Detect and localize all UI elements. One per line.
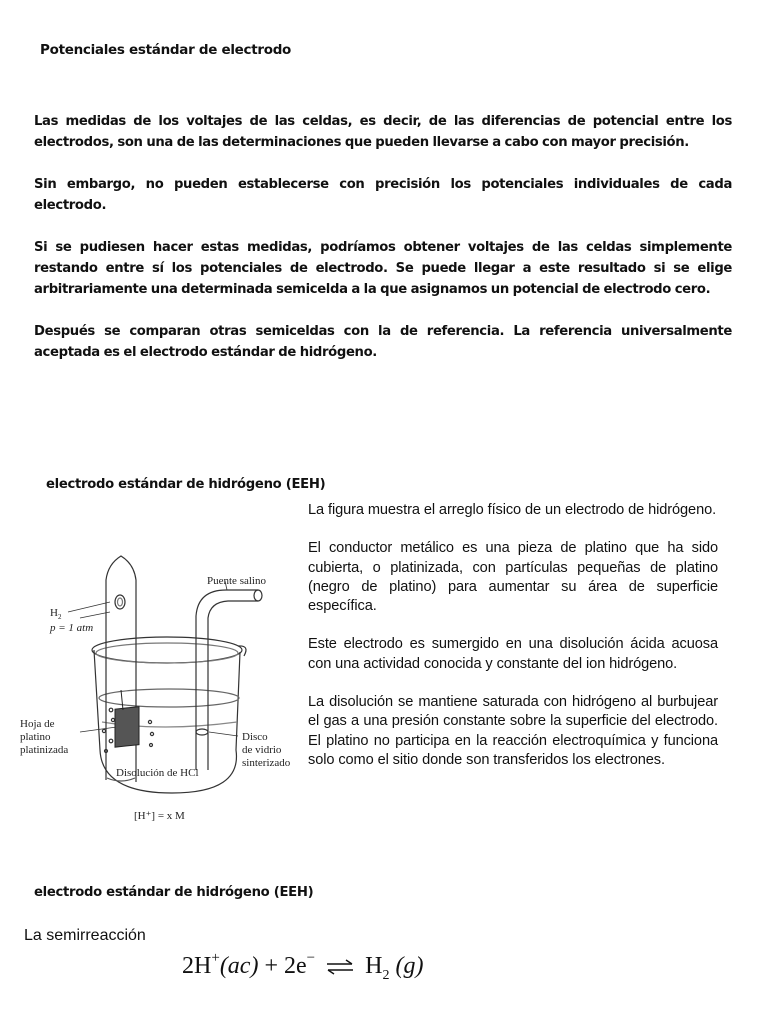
label-sheet-1: Hoja de bbox=[20, 718, 55, 730]
label-salt-bridge: Puente salino bbox=[207, 575, 266, 587]
equation-state-g: (g) bbox=[395, 953, 424, 979]
label-sheet-2: platino bbox=[20, 731, 51, 743]
label-concentration: [H⁺] = x M bbox=[134, 810, 185, 822]
intro-text bbox=[34, 111, 732, 384]
label-disk-3: sinterizado bbox=[242, 757, 291, 769]
label-pressure: p = 1 atm bbox=[50, 622, 94, 634]
label-sheet-3: platinizada bbox=[20, 744, 69, 756]
description-paragraph: La figura muestra el arreglo físico de un electrodo de hidrógeno. bbox=[308, 502, 717, 518]
label-disk-2: de vidrio bbox=[242, 744, 282, 756]
figure-description bbox=[308, 501, 718, 789]
electrode-tube bbox=[106, 556, 136, 782]
equation-h2: H bbox=[365, 953, 383, 979]
hydrogen-electrode-figure bbox=[12, 550, 302, 825]
intro-paragraph: Sin embargo, no pueden establecerse con precisión los potenciales individuales de cada electrodo. bbox=[34, 177, 732, 213]
equation-charge-minus: − bbox=[306, 950, 316, 966]
salt-bridge bbox=[196, 590, 258, 770]
label-disk-1: Disco bbox=[242, 731, 268, 743]
half-reaction-equation bbox=[182, 952, 423, 984]
equation-plus: + bbox=[264, 953, 278, 979]
equation-h-plus: 2H bbox=[182, 953, 212, 979]
equation-h2-subscript: 2 bbox=[382, 967, 390, 983]
intro-paragraph: Después se comparan otras semiceldas con la de referencia. La referencia universalmente aceptada es el electrodo estándar de hidrógeno. bbox=[34, 324, 732, 360]
gas-inlet bbox=[115, 595, 125, 609]
section-heading-eeh: electrodo estándar de hidrógeno (EEH) bbox=[46, 477, 326, 492]
equilibrium-arrow-icon bbox=[325, 959, 355, 975]
beaker-rim bbox=[92, 637, 242, 663]
equation-electron: 2e bbox=[284, 953, 307, 979]
platinum-foil bbox=[115, 707, 139, 748]
semireaction-label: La semirreacción bbox=[24, 927, 146, 944]
solution-surface bbox=[99, 689, 239, 707]
description-paragraph: El conductor metálico es una pieza de platino que ha sido cubierta, o platinizada, con partículas pequeñas de platino (negro de platino) para aumentar su área de superficie específica. bbox=[308, 540, 718, 615]
equation-charge-plus: + bbox=[211, 950, 220, 966]
intro-paragraph: Las medidas de los voltajes de las celdas, es decir, de las diferencias de potencial entre los electrodos, son una de las determinaciones que pueden llevarse a cabo con mayor precisión. bbox=[34, 114, 732, 150]
label-h2: $H_2$ bbox=[50, 607, 62, 621]
description-paragraph: Este electrodo es sumergido en una disolución ácida acuosa con una actividad conocida y constante del ion hidrógeno. bbox=[308, 636, 718, 672]
document-title: Potenciales estándar de electrodo bbox=[40, 42, 292, 58]
section-heading-eeh-2: electrodo estándar de hidrógeno (EEH) bbox=[34, 885, 314, 900]
description-paragraph: La disolución se mantiene saturada con hidrógeno al burbujear el gas a una presión constante sobre la superficie del electrodo. El platino no participa en la reacción electroquímica y funciona solo como el sitio donde son transferidos los electrones. bbox=[308, 694, 718, 768]
label-solution: Disolución de HCl bbox=[116, 767, 199, 779]
intro-paragraph: Si se pudiesen hacer estas medidas, podríamos obtener voltajes de las celdas simplemente restando entre sí los potenciales de electrodo. Se puede llegar a este resultado si se elige arbitrariamente una determinada semicelda a la que asignamos un potencial de electrodo cero. bbox=[34, 240, 732, 297]
equation-state-ac: (ac) bbox=[219, 953, 259, 979]
